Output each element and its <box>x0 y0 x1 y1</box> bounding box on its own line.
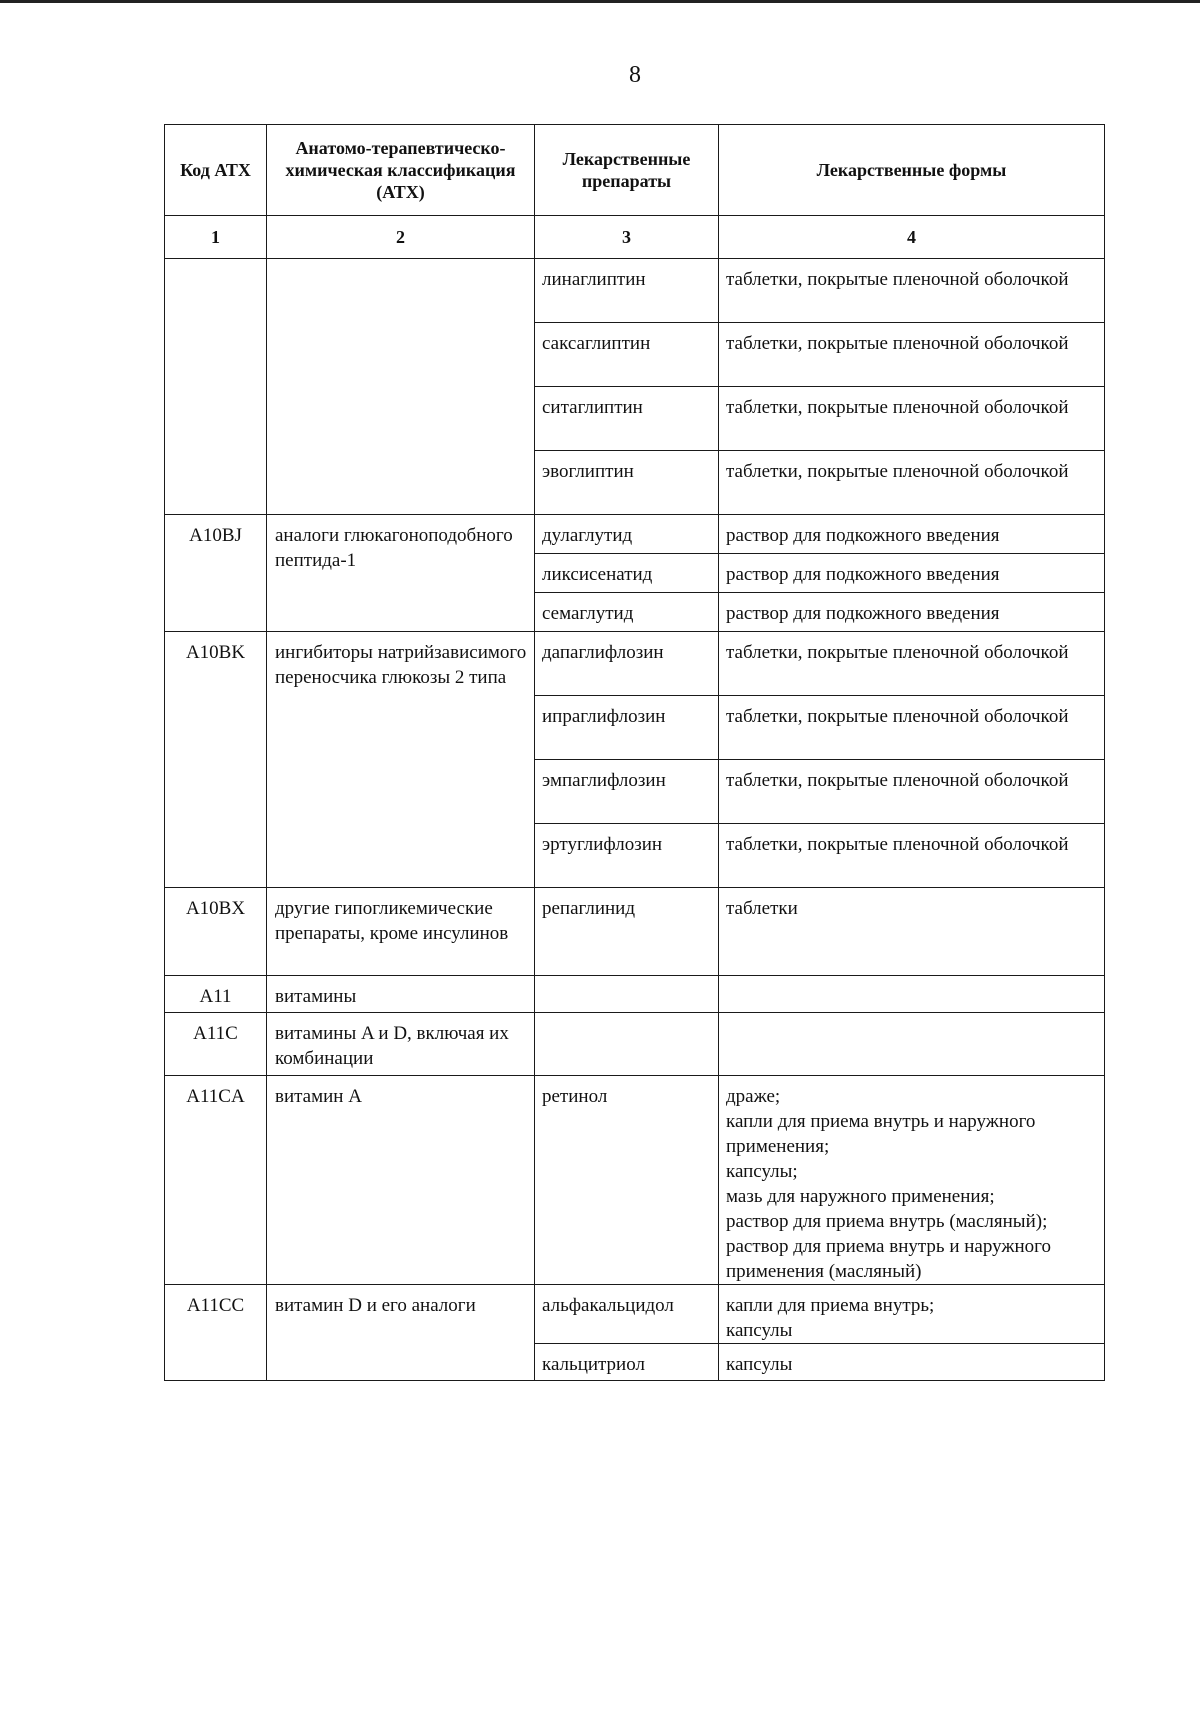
atc-classification: другие гипогликемические препараты, кроме инсулинов <box>267 888 535 976</box>
dosage-form <box>719 1013 1105 1076</box>
table-row <box>165 1285 1105 1344</box>
atc-code <box>165 259 267 515</box>
atc-code: A11 <box>165 976 267 1013</box>
drug-name: ситаглиптин <box>535 387 719 451</box>
table-row <box>165 259 1105 323</box>
header-atc-code: Код АТХ <box>165 125 267 216</box>
dosage-form: раствор для подкожного введения <box>719 515 1105 554</box>
atc-classification: ингибиторы натрийзависимого переносчика глюкозы 2 типа <box>267 632 535 888</box>
atc-code: A11CA <box>165 1076 267 1285</box>
atc-code: A10BX <box>165 888 267 976</box>
dosage-form: таблетки, покрытые пленочной оболочкой <box>719 323 1105 387</box>
drug-name: эртуглифлозин <box>535 824 719 888</box>
drug-name: линаглиптин <box>535 259 719 323</box>
dosage-form: раствор для подкожного введения <box>719 554 1105 593</box>
table-row <box>165 976 1105 1013</box>
column-number: 3 <box>535 216 719 259</box>
dosage-form: таблетки, покрытые пленочной оболочкой <box>719 387 1105 451</box>
atc-classification: витамины <box>267 976 535 1013</box>
dosage-form-line: капли для приема внутрь и наружного применения; <box>726 1111 1036 1157</box>
atc-classification <box>267 259 535 515</box>
atc-classification: витамин D и его аналоги <box>267 1285 535 1381</box>
drug-name: кальцитриол <box>535 1344 719 1381</box>
column-number: 4 <box>719 216 1105 259</box>
top-border-line <box>0 0 1200 3</box>
table-row <box>165 632 1105 696</box>
drug-name: дулаглутид <box>535 515 719 554</box>
dosage-form: таблетки, покрытые пленочной оболочкой <box>719 696 1105 760</box>
dosage-form <box>719 1285 1105 1344</box>
drug-name: ретинол <box>535 1076 719 1285</box>
dosage-form-line: капли для приема внутрь; <box>726 1295 935 1316</box>
table-row <box>165 515 1105 554</box>
atc-classification: витамины A и D, включая их комбинации <box>267 1013 535 1076</box>
drug-name: саксаглиптин <box>535 323 719 387</box>
atc-drug-table <box>164 124 1105 1381</box>
drug-name: ипраглифлозин <box>535 696 719 760</box>
dosage-form <box>719 1076 1105 1285</box>
drug-name <box>535 1013 719 1076</box>
dosage-form-line: драже; <box>726 1086 781 1107</box>
column-number-row <box>165 216 1105 259</box>
drug-name <box>535 976 719 1013</box>
drug-name: ликсисенатид <box>535 554 719 593</box>
column-number: 1 <box>165 216 267 259</box>
table-row <box>165 1076 1105 1285</box>
atc-code: A10BJ <box>165 515 267 632</box>
column-number: 2 <box>267 216 535 259</box>
dosage-form-line: мазь для наружного применения; <box>726 1186 995 1207</box>
header-drugs: Лекарственные препараты <box>535 125 719 216</box>
dosage-form: раствор для подкожного введения <box>719 593 1105 632</box>
dosage-form: таблетки, покрытые пленочной оболочкой <box>719 824 1105 888</box>
atc-code: A11CC <box>165 1285 267 1381</box>
drug-name: альфакальцидол <box>535 1285 719 1344</box>
dosage-form-line: капсулы; <box>726 1161 798 1182</box>
atc-code: A10BK <box>165 632 267 888</box>
drug-name: эвоглиптин <box>535 451 719 515</box>
header-atc-classification: Анатомо-терапевтическо-химическая классификация (АТХ) <box>267 125 535 216</box>
dosage-form: таблетки, покрытые пленочной оболочкой <box>719 632 1105 696</box>
drug-name: семаглутид <box>535 593 719 632</box>
dosage-form: капсулы <box>719 1344 1105 1381</box>
page-number: 8 <box>629 62 641 88</box>
atc-classification: витамин A <box>267 1076 535 1285</box>
dosage-form: таблетки, покрытые пленочной оболочкой <box>719 760 1105 824</box>
dosage-form <box>719 976 1105 1013</box>
header-dosage-forms: Лекарственные формы <box>719 125 1105 216</box>
dosage-form-line: раствор для приема внутрь и наружного применения (масляный) <box>726 1236 1051 1282</box>
drug-name: дапаглифлозин <box>535 632 719 696</box>
table-row <box>165 888 1105 976</box>
atc-classification: аналоги глюкагоноподобного пептида-1 <box>267 515 535 632</box>
drug-name: репаглинид <box>535 888 719 976</box>
drug-name: эмпаглифлозин <box>535 760 719 824</box>
dosage-form: таблетки, покрытые пленочной оболочкой <box>719 451 1105 515</box>
table-row <box>165 1013 1105 1076</box>
atc-code: A11C <box>165 1013 267 1076</box>
dosage-form-line: капсулы <box>726 1320 793 1341</box>
table-header-row <box>165 125 1105 216</box>
dosage-form: таблетки <box>719 888 1105 976</box>
dosage-form-line: раствор для приема внутрь (масляный); <box>726 1211 1048 1232</box>
dosage-form: таблетки, покрытые пленочной оболочкой <box>719 259 1105 323</box>
